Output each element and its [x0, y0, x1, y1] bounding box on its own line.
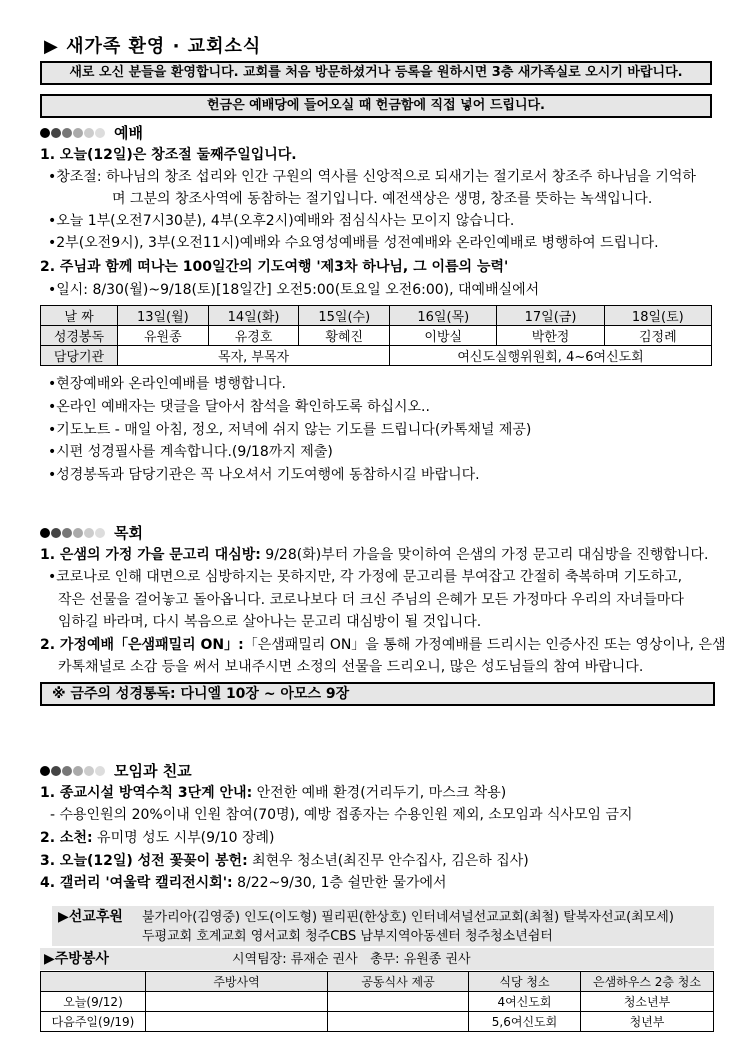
worship-item1-bullet2: •오늘 1부(오전7시30분), 4부(오후2시)예배와 점심식사는 모이지 않습니다.: [48, 213, 515, 229]
worship-note-4: •시편 성경필사를 계속합니다.(9/18까지 제출): [48, 444, 333, 460]
gathering-item3-rest: 최현우 청소년(최진무 안수집사, 김은하 집사): [247, 853, 529, 869]
mission-support-line2: 두평교회 호계교회 영서교회 청주CBS 남부지역아동센터 청주청소년쉼터: [142, 929, 553, 944]
kitchen-header-cell: 은샘하우스 2층 청소: [581, 972, 714, 992]
schedule-cell: 이방실: [390, 326, 497, 346]
kitchen-header-cell: [41, 972, 146, 992]
kitchen-row: [41, 1012, 714, 1032]
schedule-header-cell: 17일(금): [497, 306, 604, 326]
schedule-cell: 김정례: [604, 326, 711, 346]
schedule-org-row: [41, 346, 712, 366]
schedule-cell: 유원종: [118, 326, 209, 346]
section-dots-icon: [40, 766, 106, 776]
mission-support-label: ▶선교후원: [58, 909, 123, 925]
worship-item1-bullet1a: •창조절: 하나님의 창조 섭리와 인간 구원의 역사를 신앙적으로 되새기는 절기로서 창조주 하나님을 기억하: [48, 169, 696, 185]
gathering-item1: [40, 784, 506, 802]
mokhoe-item2-body: 카톡채널로 소감 등을 써서 보내주시면 소정의 선물을 드리오니, 많은 성도님들의 참여 바랍니다.: [58, 659, 644, 675]
gathering-item4-bold: 4. 갤러리 '여울락 캘리전시회':: [40, 875, 233, 891]
kitchen-cell: [146, 1012, 328, 1032]
schedule-header-cell: 15일(수): [299, 306, 390, 326]
gathering-item4-rest: 8/22~9/30, 1층 쉴만한 물가에서: [232, 875, 447, 891]
kitchen-cell: 청년부: [581, 1012, 714, 1032]
kitchen-cell: [146, 992, 328, 1012]
schedule-header-row: [41, 306, 712, 326]
gathering-item2: [40, 829, 274, 847]
schedule-cell: 유경호: [208, 326, 299, 346]
gathering-item3-bold: 3. 오늘(12일) 성전 꽃꽂이 봉헌:: [40, 853, 248, 869]
mokhoe-item2-rest: 「은샘패밀리 ON」을 통해 가정예배를 드리시는 인증사진 또는 영상이나, 은샘: [243, 637, 726, 653]
kitchen-cell: 다음주일(9/19): [41, 1012, 146, 1032]
gathering-item1-sub: - 수용인원의 20%이내 인원 참여(70명), 예방 접종자는 수용인원 제외, 소모임과 식사모임 금지: [50, 807, 633, 823]
schedule-cell: 여신도실행위원회, 4~6여신도회: [390, 346, 712, 366]
schedule-header-cell: 13일(월): [118, 306, 209, 326]
mokhoe-item1-bold: 1. 은샘의 가정 가을 문고리 대심방:: [40, 547, 261, 563]
worship-note-3: •기도노트 - 매일 아침, 정오, 저녁에 쉬지 않는 기도를 드립니다(카톡채널 제공): [48, 422, 532, 438]
kitchen-header-cell: 주방사역: [146, 972, 328, 992]
kitchen-cell: 4여신도회: [469, 992, 581, 1012]
section-dots-icon: [40, 128, 106, 138]
schedule-cell: 목자, 부목자: [118, 346, 390, 366]
prayer-schedule-table: [40, 305, 712, 366]
gathering-section-title: 모임과 친교: [114, 762, 192, 780]
worship-note-1: •현장예배와 온라인예배를 병행합니다.: [48, 376, 286, 392]
mokhoe-item2-bold: 2. 가정예배「은샘패밀리 ON」:: [40, 637, 244, 653]
schedule-row-label: 성경봉독: [41, 326, 118, 346]
schedule-cell: 황혜진: [299, 326, 390, 346]
worship-section-title: 예배: [114, 124, 143, 142]
mokhoe-section-title: 목회: [114, 524, 143, 542]
schedule-header-cell: 16일(목): [390, 306, 497, 326]
section-dots-icon: [40, 528, 106, 538]
schedule-header-cell: 18일(토): [604, 306, 711, 326]
schedule-header-cell: 14일(화): [208, 306, 299, 326]
kitchen-header-cell: 식당 청소: [469, 972, 581, 992]
worship-item2-date: •일시: 8/30(월)~9/18(토)[18일간] 오전5:00(토요일 오전6:00), 대예배실에서: [48, 282, 540, 298]
kitchen-label: ▶주방봉사: [44, 951, 109, 967]
schedule-header-cell: 날 짜: [41, 306, 118, 326]
kitchen-header-row: [41, 972, 714, 992]
mission-support-line1: 불가리아(김영중) 인도(이도형) 필리핀(한상호) 인터네셔널선교교회(최철) 탈북자선교(최모세): [142, 910, 674, 925]
page-title: ▶ 새가족 환영 · 교회소식: [44, 36, 262, 57]
worship-note-2: •온라인 예배자는 댓글을 달아서 참석을 확인하도록 하십시오..: [48, 399, 430, 415]
gathering-item1-rest: 안전한 예배 환경(거리두기, 마스크 착용): [252, 785, 507, 801]
kitchen-cell: 5,6여신도회: [469, 1012, 581, 1032]
gathering-item2-bold: 2. 소천:: [40, 830, 93, 846]
kitchen-header-cell: 공동식사 제공: [328, 972, 469, 992]
kitchen-cell: [328, 1012, 469, 1032]
mokhoe-section-header: [40, 522, 143, 543]
mokhoe-item1-body2: 작은 선물을 걸어놓고 돌아옵니다. 코로나보다 더 크신 주님의 은혜가 모든 가정마다 우리의 자녀들마다: [58, 592, 684, 608]
kitchen-cell: [328, 992, 469, 1012]
mokhoe-item1-body3: 임하길 바라며, 다시 복음으로 살아나는 문고리 대심방이 될 것입니다.: [58, 614, 482, 630]
gathering-item3: [40, 852, 529, 870]
kitchen-service-table: [40, 971, 714, 1032]
schedule-row-label: 담당기관: [41, 346, 118, 366]
worship-section-header: [40, 122, 143, 143]
gathering-item1-bold: 1. 종교시설 방역수칙 3단계 안내:: [40, 785, 253, 801]
kitchen-row: [41, 992, 714, 1012]
worship-item1-bullet3: •2부(오전9시), 3부(오전11시)예배와 수요영성예배를 성전예배와 온라인예배로 병행하여 드립니다.: [48, 235, 659, 251]
mokhoe-item1-body1: •코로나로 인해 대면으로 심방하지는 못하지만, 각 가정에 문고리를 부여잡고 간절히 축복하며 기도하고,: [48, 569, 683, 585]
weekly-bible-reading: ※ 금주의 성경통독: 다니엘 10장 ~ 아모스 9장: [40, 682, 715, 706]
worship-item2-heading: 2. 주님과 함께 떠나는 100일간의 기도여행 '제3차 하나님, 그 이름의 능력': [40, 259, 509, 275]
kitchen-cell: 청소년부: [581, 992, 714, 1012]
offering-banner: 헌금은 예배당에 들어오실 때 헌금함에 직접 넣어 드립니다.: [40, 94, 712, 118]
gathering-section-header: [40, 760, 192, 781]
worship-item1-heading: 1. 오늘(12일)은 창조절 둘째주일입니다.: [40, 147, 297, 163]
mokhoe-item2-heading: [40, 636, 726, 654]
mokhoe-item1-heading: [40, 546, 708, 564]
kitchen-cell: 오늘(9/12): [41, 992, 146, 1012]
worship-note-5: •성경봉독과 담당기관은 꼭 나오셔서 기도여행에 동참하시길 바랍니다.: [48, 467, 480, 483]
worship-item1-bullet1b: 며 그분의 창조사역에 동참하는 절기입니다. 예전색상은 생명, 창조를 뜻하는 녹색입니다.: [112, 191, 653, 207]
gathering-item2-rest: 유미명 성도 시부(9/10 장례): [92, 830, 275, 846]
kitchen-leaders: 시역팀장: 류재순 권사 총무: 유원종 권사: [232, 952, 471, 967]
welcome-banner: 새로 오신 분들을 환영합니다. 교회를 처음 방문하셨거나 등록을 원하시면 3층 새가족실로 오시기 바랍니다.: [40, 61, 712, 85]
mokhoe-item1-rest: 9/28(화)부터 가을을 맞이하여 은샘의 가정 문고리 대심방을 진행합니다.: [260, 547, 709, 563]
schedule-cell: 박한정: [497, 326, 604, 346]
schedule-reader-row: [41, 326, 712, 346]
gathering-item4: [40, 874, 447, 892]
